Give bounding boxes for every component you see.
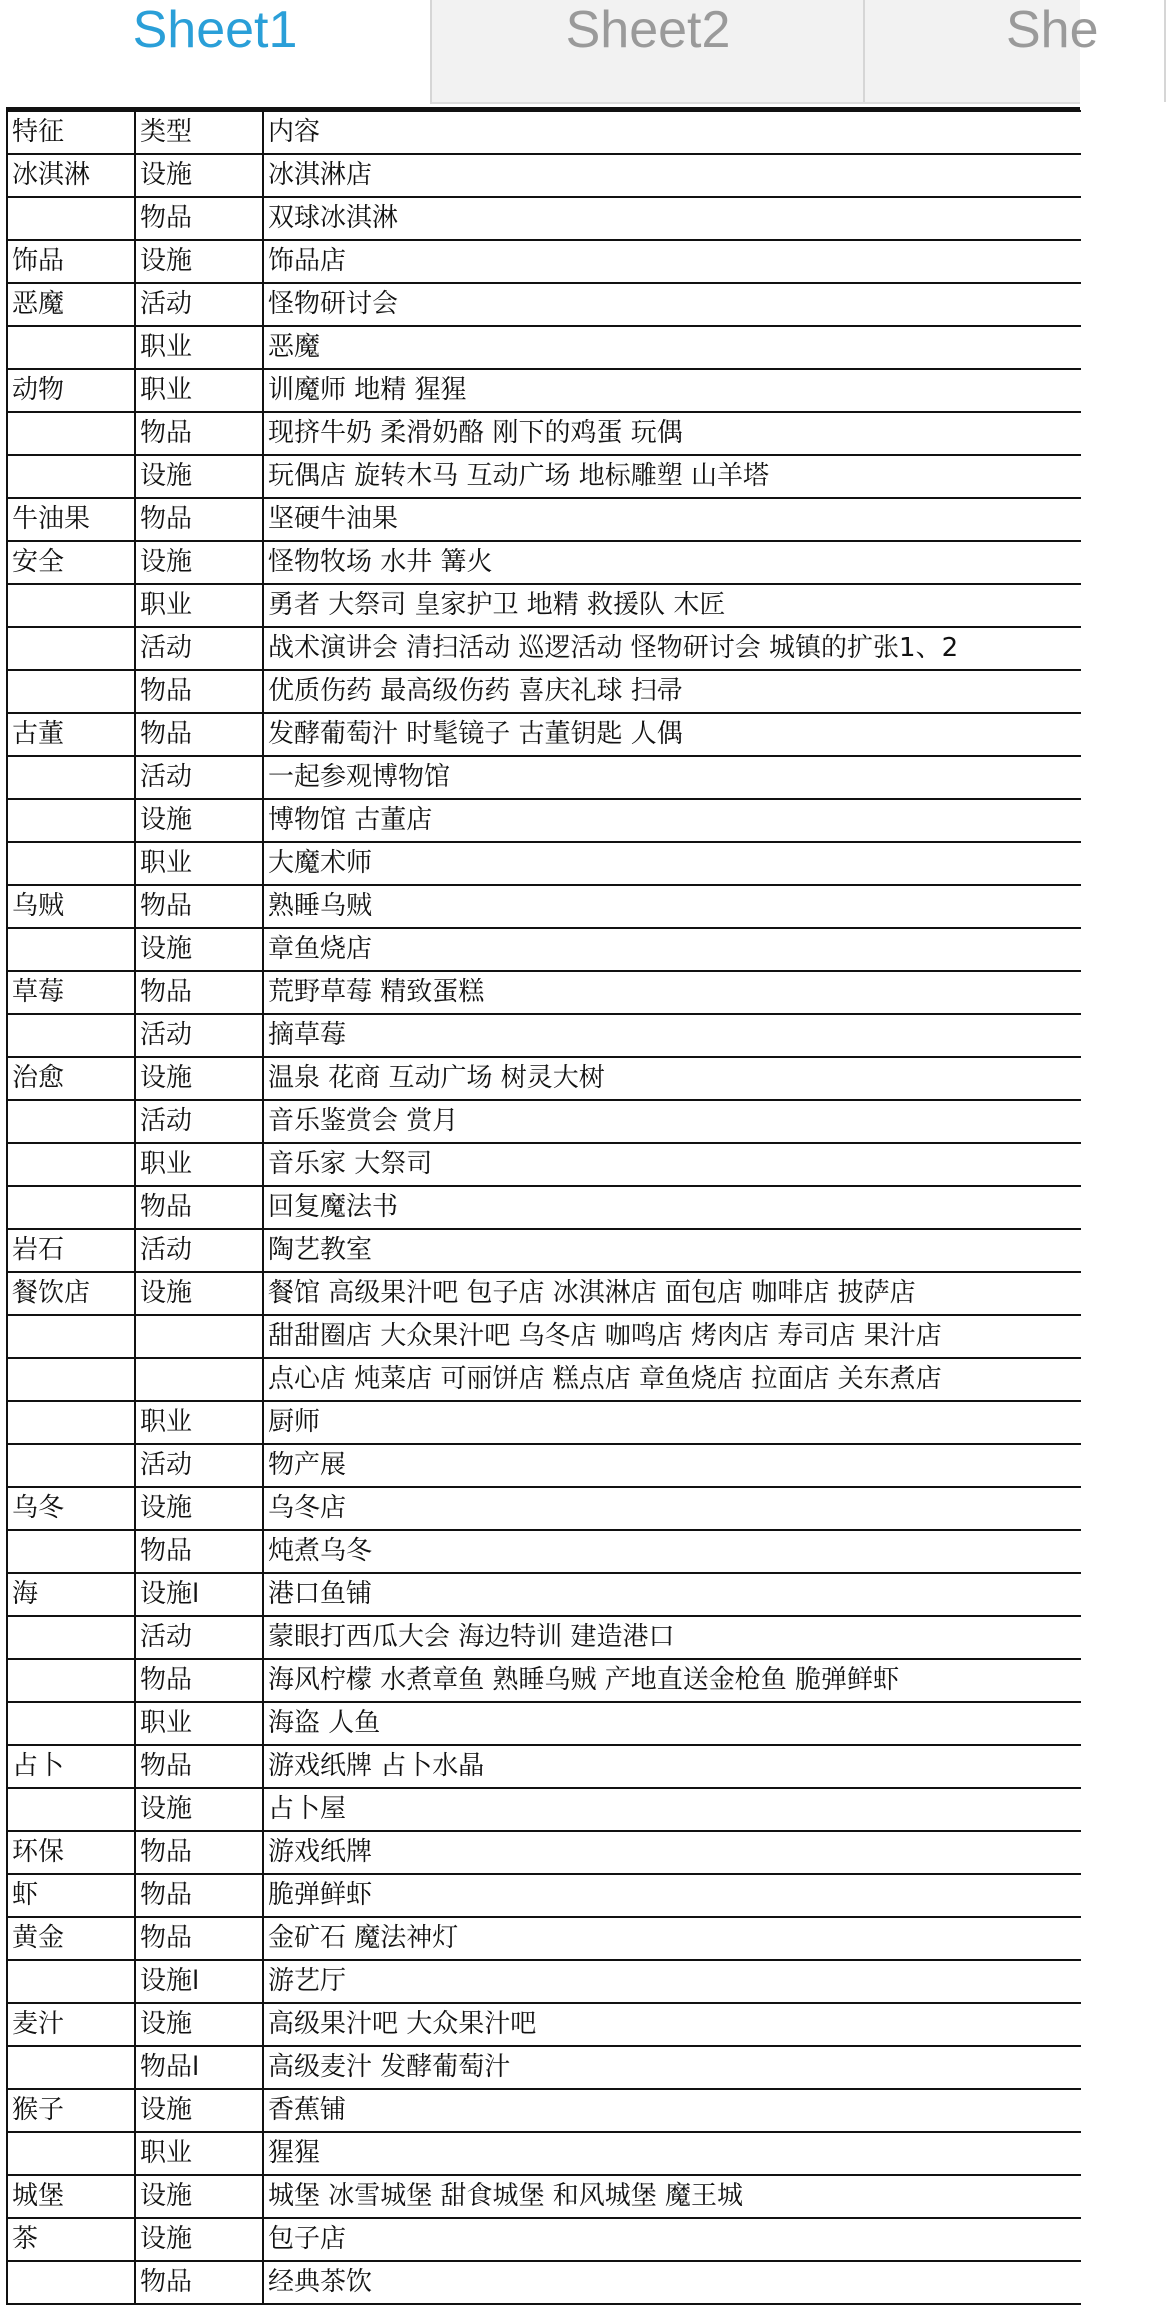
cell-feature[interactable] — [7, 412, 135, 455]
cell-content[interactable]: 音乐家 大祭司 — [263, 1143, 1081, 1186]
cell-content[interactable]: 陶艺教室 — [263, 1229, 1081, 1272]
table-row — [7, 1272, 1081, 1315]
table-row — [7, 154, 1081, 197]
cell-content[interactable]: 战术演讲会 清扫活动 巡逻活动 怪物研讨会 城镇的扩张1、2 — [263, 627, 1081, 670]
cell-type[interactable]: 设施 — [135, 1487, 263, 1530]
table-row — [7, 1186, 1081, 1229]
table-row — [7, 756, 1081, 799]
cell-feature[interactable] — [7, 799, 135, 842]
cell-feature[interactable]: 虾 — [7, 1874, 135, 1917]
cell-content[interactable]: 占卜屋 — [263, 1788, 1081, 1831]
cell-content[interactable]: 饰品店 — [263, 240, 1081, 283]
table-row — [7, 885, 1081, 928]
cell-type[interactable] — [135, 1315, 263, 1358]
cell-feature[interactable]: 麦汁 — [7, 2003, 135, 2046]
cell-content[interactable]: 坚硬牛油果 — [263, 498, 1081, 541]
cell-type[interactable]: 活动 — [135, 1014, 263, 1057]
cell-type[interactable]: 物品 — [135, 1917, 263, 1960]
table-row — [7, 1100, 1081, 1143]
cell-feature[interactable]: 草莓 — [7, 971, 135, 1014]
cell-type[interactable]: 设施 — [135, 541, 263, 584]
cell-type[interactable]: 物品 — [135, 713, 263, 756]
cell-content[interactable]: 游戏纸牌 占卜水晶 — [263, 1745, 1081, 1788]
table-row — [7, 1014, 1081, 1057]
cell-type[interactable]: 设施 — [135, 1788, 263, 1831]
table-row — [7, 584, 1081, 627]
cell-type[interactable]: 物品 — [135, 1659, 263, 1702]
cell-feature[interactable]: 城堡 — [7, 2175, 135, 2218]
cell-content[interactable]: 游艺厅 — [263, 1960, 1081, 2003]
cell-content[interactable]: 温泉 花商 互动广场 树灵大树 — [263, 1057, 1081, 1100]
table-row — [7, 1960, 1081, 2003]
table-row — [7, 799, 1081, 842]
cell-content[interactable]: 厨师 — [263, 1401, 1081, 1444]
cell-feature[interactable] — [7, 1444, 135, 1487]
cell-content[interactable]: 经典茶饮 — [263, 2261, 1081, 2304]
cell-type[interactable]: 物品 — [135, 971, 263, 1014]
cell-feature[interactable]: 牛油果 — [7, 498, 135, 541]
cell-type[interactable]: 职业 — [135, 369, 263, 412]
cell-type[interactable]: 活动 — [135, 1229, 263, 1272]
table-row — [7, 1874, 1081, 1917]
table-row — [7, 1487, 1081, 1530]
cell-feature[interactable] — [7, 326, 135, 369]
cell-type[interactable]: 物品 — [135, 197, 263, 240]
cell-content[interactable]: 恶魔 — [263, 326, 1081, 369]
cell-content[interactable]: 游戏纸牌 — [263, 1831, 1081, 1874]
table-row — [7, 2003, 1081, 2046]
cell-content[interactable]: 勇者 大祭司 皇家护卫 地精 救援队 木匠 — [263, 584, 1081, 627]
cell-type[interactable]: 物品 — [135, 1530, 263, 1573]
table-row — [7, 670, 1081, 713]
cell-feature[interactable] — [7, 1401, 135, 1444]
table-row — [7, 1358, 1081, 1401]
cell-feature[interactable] — [7, 1616, 135, 1659]
cell-feature[interactable] — [7, 1659, 135, 1702]
cell-type[interactable]: 职业 — [135, 842, 263, 885]
cell-content[interactable]: 猩猩 — [263, 2132, 1081, 2175]
cell-content[interactable]: 高级麦汁 发酵葡萄汁 — [263, 2046, 1081, 2089]
cell-feature[interactable]: 黄金 — [7, 1917, 135, 1960]
cell-content[interactable]: 音乐鉴赏会 赏月 — [263, 1100, 1081, 1143]
cell-content[interactable]: 优质伤药 最高级伤药 喜庆礼球 扫帚 — [263, 670, 1081, 713]
cell-type[interactable]: 职业 — [135, 2132, 263, 2175]
cell-type[interactable]: 设施 — [135, 1272, 263, 1315]
tab-sheet2[interactable]: Sheet2 — [433, 0, 865, 102]
cell-feature[interactable]: 动物 — [7, 369, 135, 412]
cell-feature[interactable]: 治愈 — [7, 1057, 135, 1100]
cell-type[interactable]: 设施 — [135, 1057, 263, 1100]
table-row — [7, 971, 1081, 1014]
table-row — [7, 1616, 1081, 1659]
table-row — [7, 842, 1081, 885]
cell-type[interactable]: 物品 — [135, 498, 263, 541]
cell-type[interactable]: 设施l — [135, 1573, 263, 1616]
cell-content[interactable]: 海盗 人鱼 — [263, 1702, 1081, 1745]
cell-content[interactable]: 点心店 炖菜店 可丽饼店 糕点店 章鱼烧店 拉面店 关东煮店 — [263, 1358, 1081, 1401]
cell-feature[interactable] — [7, 584, 135, 627]
cell-feature[interactable] — [7, 2261, 135, 2304]
cell-type[interactable]: 设施 — [135, 928, 263, 971]
table-row — [7, 240, 1081, 283]
cell-feature[interactable]: 占卜 — [7, 1745, 135, 1788]
header-row — [7, 111, 1081, 154]
cell-feature[interactable] — [7, 928, 135, 971]
table-row — [7, 412, 1081, 455]
cell-type[interactable]: 设施 — [135, 154, 263, 197]
cell-type[interactable]: 物品 — [135, 1745, 263, 1788]
cell-content[interactable]: 城堡 冰雪城堡 甜食城堡 和风城堡 魔王城 — [263, 2175, 1081, 2218]
cell-feature[interactable]: 海 — [7, 1573, 135, 1616]
cell-feature[interactable]: 恶魔 — [7, 283, 135, 326]
table-row — [7, 1831, 1081, 1874]
cell-type[interactable]: 物品 — [135, 1186, 263, 1229]
sheet-tab-bar — [0, 0, 1099, 104]
tab-sheet1[interactable]: Sheet1 — [0, 0, 432, 104]
cell-content[interactable]: 章鱼烧店 — [263, 928, 1081, 971]
cell-feature[interactable] — [7, 1530, 135, 1573]
table-row — [7, 283, 1081, 326]
cell-type[interactable]: 职业 — [135, 1702, 263, 1745]
cell-feature[interactable]: 猴子 — [7, 2089, 135, 2132]
cell-feature[interactable] — [7, 1358, 135, 1401]
table-row — [7, 1702, 1081, 1745]
table-row — [7, 627, 1081, 670]
cell-type[interactable]: 职业 — [135, 1401, 263, 1444]
cell-feature[interactable] — [7, 2132, 135, 2175]
table-row — [7, 455, 1081, 498]
cell-content[interactable]: 怪物牧场 水井 篝火 — [263, 541, 1081, 584]
table-row — [7, 1143, 1081, 1186]
cell-content[interactable]: 蒙眼打西瓜大会 海边特训 建造港口 — [263, 1616, 1081, 1659]
cell-content[interactable]: 博物馆 古董店 — [263, 799, 1081, 842]
spreadsheet-grid — [6, 107, 1080, 2305]
cell-type[interactable]: 设施 — [135, 2003, 263, 2046]
cell-feature[interactable]: 乌冬 — [7, 1487, 135, 1530]
cell-type[interactable]: 物品 — [135, 1831, 263, 1874]
cell-content[interactable]: 训魔师 地精 猩猩 — [263, 369, 1081, 412]
cell-feature[interactable]: 饰品 — [7, 240, 135, 283]
cell-content[interactable]: 餐馆 高级果汁吧 包子店 冰淇淋店 面包店 咖啡店 披萨店 — [263, 1272, 1081, 1315]
cell-feature[interactable] — [7, 756, 135, 799]
cell-type[interactable]: 设施 — [135, 455, 263, 498]
table-row — [7, 2175, 1081, 2218]
cell-type[interactable]: 职业 — [135, 584, 263, 627]
cell-content[interactable]: 香蕉铺 — [263, 2089, 1081, 2132]
table-row — [7, 2261, 1081, 2304]
table-row — [7, 1229, 1081, 1272]
cell-content[interactable]: 一起参观博物馆 — [263, 756, 1081, 799]
cell-type[interactable]: 职业 — [135, 326, 263, 369]
cell-feature[interactable] — [7, 1788, 135, 1831]
cell-feature[interactable] — [7, 1702, 135, 1745]
cell-type[interactable]: 活动 — [135, 756, 263, 799]
cell-feature[interactable] — [7, 670, 135, 713]
cell-content[interactable]: 物产展 — [263, 1444, 1081, 1487]
cell-feature[interactable]: 古董 — [7, 713, 135, 756]
cell-type[interactable]: 设施 — [135, 240, 263, 283]
cell-type[interactable]: 设施 — [135, 2175, 263, 2218]
cell-content[interactable]: 炖煮乌冬 — [263, 1530, 1081, 1573]
cell-feature[interactable] — [7, 1960, 135, 2003]
cell-feature[interactable]: 环保 — [7, 1831, 135, 1874]
cell-type[interactable]: 活动 — [135, 1444, 263, 1487]
table-row — [7, 1745, 1081, 1788]
cell-type[interactable]: 活动 — [135, 283, 263, 326]
cell-type[interactable]: 活动 — [135, 627, 263, 670]
cell-type[interactable]: 物品 — [135, 670, 263, 713]
cell-content[interactable]: 包子店 — [263, 2218, 1081, 2261]
table-row — [7, 1659, 1081, 1702]
tab-sheet3[interactable]: She — [866, 0, 1166, 102]
cell-type[interactable]: 物品 — [135, 2261, 263, 2304]
cell-feature[interactable]: 安全 — [7, 541, 135, 584]
table-row — [7, 2089, 1081, 2132]
cell-content[interactable]: 港口鱼铺 — [263, 1573, 1081, 1616]
table-row — [7, 1917, 1081, 1960]
cell-type[interactable]: 活动 — [135, 1616, 263, 1659]
cell-type[interactable]: 设施 — [135, 799, 263, 842]
cell-type[interactable]: 设施 — [135, 2218, 263, 2261]
cell-type[interactable]: 物品 — [135, 412, 263, 455]
cell-feature[interactable] — [7, 627, 135, 670]
cell-type[interactable]: 物品 — [135, 885, 263, 928]
cell-content[interactable]: 发酵葡萄汁 时髦镜子 古董钥匙 人偶 — [263, 713, 1081, 756]
cell-feature[interactable] — [7, 1100, 135, 1143]
cell-content[interactable]: 高级果汁吧 大众果汁吧 — [263, 2003, 1081, 2046]
table-row — [7, 1788, 1081, 1831]
cell-content[interactable]: 冰淇淋店 — [263, 154, 1081, 197]
table-row — [7, 1444, 1081, 1487]
cell-feature[interactable] — [7, 455, 135, 498]
cell-feature[interactable] — [7, 1014, 135, 1057]
cell-content[interactable]: 甜甜圈店 大众果汁吧 乌冬店 咖鸣店 烤肉店 寿司店 果汁店 — [263, 1315, 1081, 1358]
cell-content[interactable]: 现挤牛奶 柔滑奶酪 刚下的鸡蛋 玩偶 — [263, 412, 1081, 455]
cell-content[interactable]: 脆弹鲜虾 — [263, 1874, 1081, 1917]
cell-content[interactable]: 摘草莓 — [263, 1014, 1081, 1057]
cell-feature[interactable]: 乌贼 — [7, 885, 135, 928]
cell-content[interactable]: 回复魔法书 — [263, 1186, 1081, 1229]
cell-type[interactable]: 活动 — [135, 1100, 263, 1143]
cell-content[interactable]: 乌冬店 — [263, 1487, 1081, 1530]
cell-feature[interactable] — [7, 2046, 135, 2089]
cell-content[interactable]: 海风柠檬 水煮章鱼 熟睡乌贼 产地直送金枪鱼 脆弹鲜虾 — [263, 1659, 1081, 1702]
cell-type[interactable]: 职业 — [135, 1143, 263, 1186]
cell-type[interactable]: 设施 — [135, 2089, 263, 2132]
table-row — [7, 369, 1081, 412]
table-row — [7, 326, 1081, 369]
table-row — [7, 498, 1081, 541]
table-row — [7, 1573, 1081, 1616]
cell-content[interactable]: 玩偶店 旋转木马 互动广场 地标雕塑 山羊塔 — [263, 455, 1081, 498]
table-row — [7, 541, 1081, 584]
cell-content[interactable]: 怪物研讨会 — [263, 283, 1081, 326]
cell-content[interactable]: 荒野草莓 精致蛋糕 — [263, 971, 1081, 1014]
cell-feature[interactable] — [7, 1143, 135, 1186]
table-row — [7, 1530, 1081, 1573]
table-row — [7, 1057, 1081, 1100]
cell-feature[interactable]: 岩石 — [7, 1229, 135, 1272]
cell-type[interactable] — [135, 1358, 263, 1401]
cell-feature[interactable] — [7, 1186, 135, 1229]
table-row — [7, 2218, 1081, 2261]
table-row — [7, 197, 1081, 240]
cell-feature[interactable]: 餐饮店 — [7, 1272, 135, 1315]
cell-type[interactable]: 设施l — [135, 1960, 263, 2003]
table-row — [7, 2046, 1081, 2089]
cell-type[interactable]: 物品 — [135, 1874, 263, 1917]
cell-content[interactable]: 内容 — [263, 111, 1081, 154]
cell-feature[interactable]: 茶 — [7, 2218, 135, 2261]
cell-content[interactable]: 双球冰淇淋 — [263, 197, 1081, 240]
cell-content[interactable]: 金矿石 魔法神灯 — [263, 1917, 1081, 1960]
table-row — [7, 2132, 1081, 2175]
data-table — [6, 110, 1081, 2305]
cell-content[interactable]: 大魔术师 — [263, 842, 1081, 885]
cell-type[interactable]: 类型 — [135, 111, 263, 154]
table-row — [7, 713, 1081, 756]
cell-feature[interactable]: 冰淇淋 — [7, 154, 135, 197]
table-row — [7, 1401, 1081, 1444]
cell-feature[interactable] — [7, 197, 135, 240]
cell-content[interactable]: 熟睡乌贼 — [263, 885, 1081, 928]
cell-type[interactable]: 物品l — [135, 2046, 263, 2089]
table-row — [7, 1315, 1081, 1358]
cell-feature[interactable] — [7, 842, 135, 885]
table-row — [7, 928, 1081, 971]
cell-feature[interactable]: 特征 — [7, 111, 135, 154]
cell-feature[interactable] — [7, 1315, 135, 1358]
